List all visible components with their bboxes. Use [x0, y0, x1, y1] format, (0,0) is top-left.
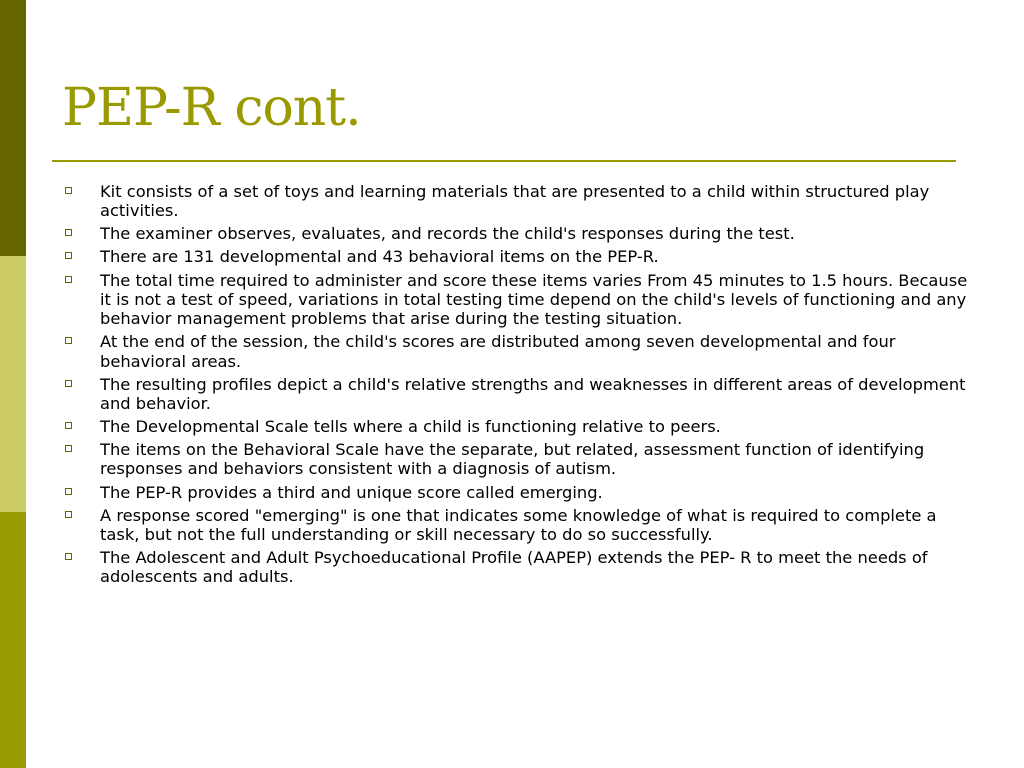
bullet-item [62, 483, 968, 502]
bullet-item [62, 375, 968, 414]
bullet-text: The Adolescent and Adult Psychoeducational Profile (AAPEP) extends the PEP- R to meet the needs of adolescents and adults. [100, 548, 928, 587]
bullet-item [62, 271, 968, 329]
bullet-item [62, 417, 968, 436]
side-bar-top [0, 0, 26, 256]
side-bar-middle [0, 256, 26, 512]
bullet-text: There are 131 developmental and 43 behavioral items on the PEP-R. [100, 247, 659, 267]
bullet-item [62, 506, 968, 545]
bullet-item [62, 332, 968, 371]
bullet-text: A response scored "emerging" is one that indicates some knowledge of what is required to complete a task, but not the full understanding or skill necessary to do so successfully. [100, 505, 937, 544]
slide-title: PEP-R cont. [62, 78, 361, 138]
bullet-text: The Developmental Scale tells where a child is functioning relative to peers. [100, 417, 721, 437]
bullet-text: The resulting profiles depict a child's relative strengths and weaknesses in different areas of development and behavior. [100, 374, 966, 413]
bullet-item [62, 224, 968, 243]
square-bullet-icon [65, 252, 72, 259]
square-bullet-icon [65, 553, 72, 560]
side-bar-bottom [0, 512, 26, 768]
bullet-list [62, 182, 968, 590]
square-bullet-icon [65, 445, 72, 452]
square-bullet-icon [65, 422, 72, 429]
title-divider [52, 160, 956, 162]
square-bullet-icon [65, 488, 72, 495]
square-bullet-icon [65, 229, 72, 236]
square-bullet-icon [65, 511, 72, 518]
bullet-text: The PEP-R provides a third and unique score called emerging. [100, 482, 603, 502]
bullet-text: The items on the Behavioral Scale have the separate, but related, assessment function of identifying responses and behaviors consistent with a diagnosis of autism. [100, 440, 925, 479]
bullet-item [62, 182, 968, 221]
square-bullet-icon [65, 337, 72, 344]
bullet-text: The total time required to administer and score these items varies From 45 minutes to 1.5 hours. Because it is not a test of speed, variations in total testing time depend on the child's levels of functioning and any behavior management problems that arise during the testing situation. [100, 270, 968, 329]
square-bullet-icon [65, 276, 72, 283]
square-bullet-icon [65, 380, 72, 387]
bullet-text: Kit consists of a set of toys and learning materials that are presented to a child within structured play activities. [100, 182, 930, 221]
square-bullet-icon [65, 187, 72, 194]
bullet-text: At the end of the session, the child's scores are distributed among seven developmental and four behavioral areas. [100, 332, 896, 371]
bullet-item [62, 247, 968, 266]
bullet-item [62, 548, 968, 587]
bullet-text: The examiner observes, evaluates, and records the child's responses during the test. [100, 224, 795, 244]
bullet-item [62, 440, 968, 479]
